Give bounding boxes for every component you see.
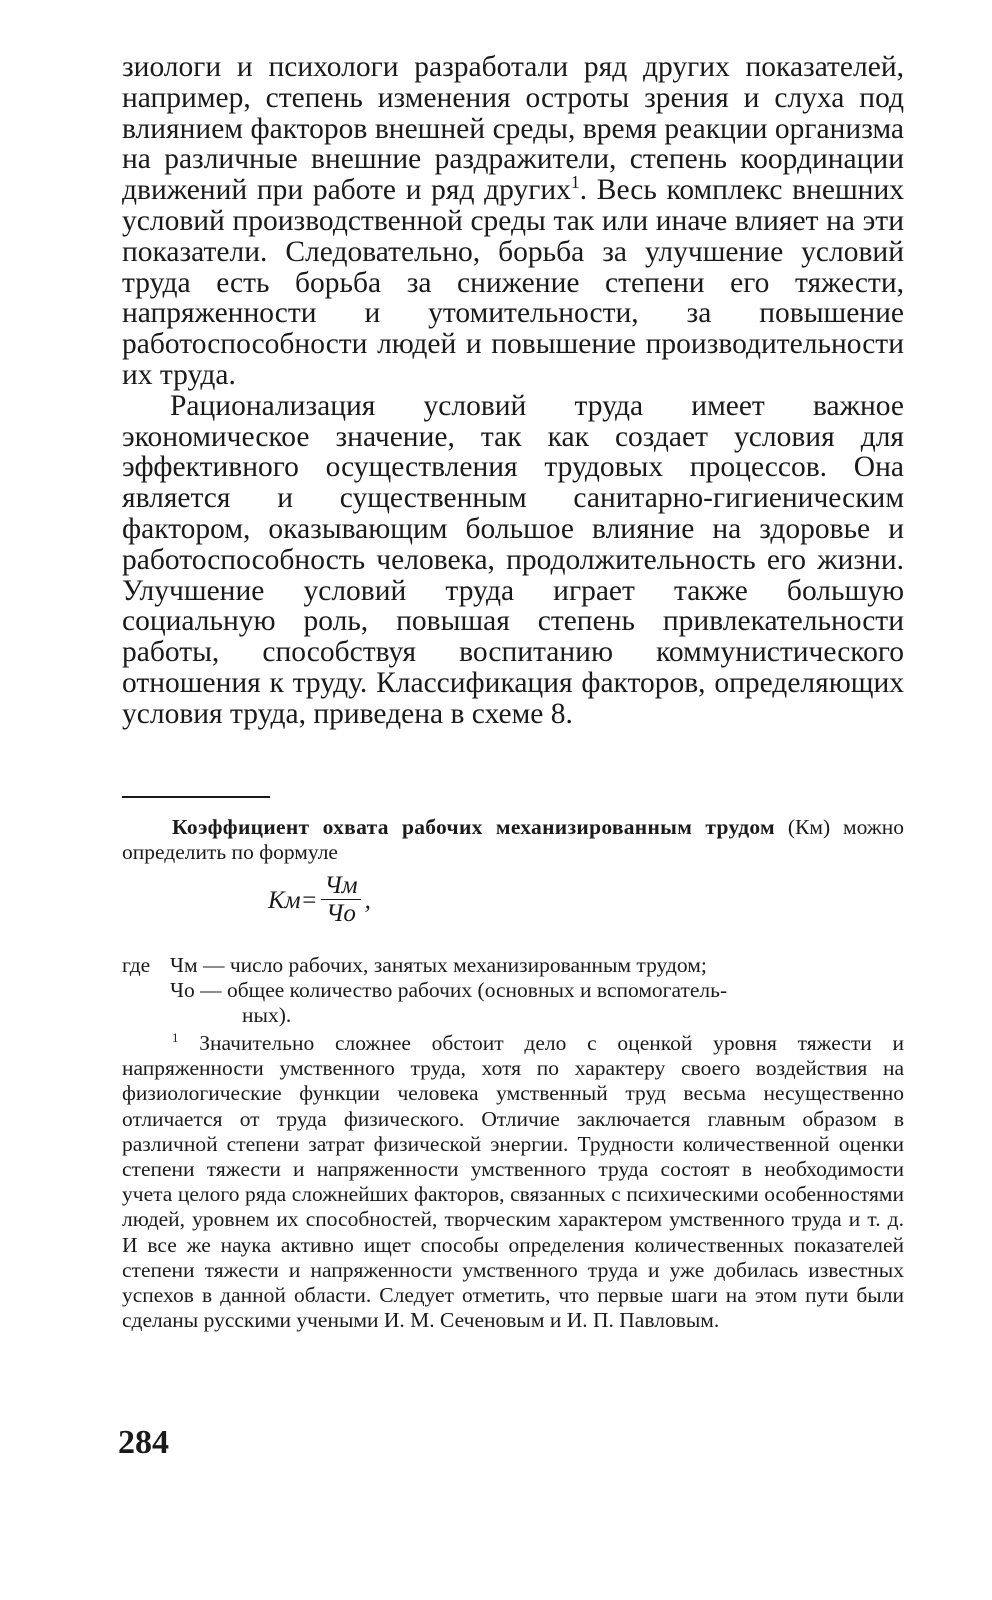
footnote-1-text: Значительно сложнее обстоит дело с оценкой уровня тяжести и напряженности умственного труда, хотя по характеру своего воздействия на физиологические функции человека умственный труд весьма несущественно отличается от труда физического. Отличие заключается главным образом в различной степени затрат физической энергии. Трудности количественной оценки степени тяжести и напряженности умственного труда состоят в необходимости учета целого ряда сложнейших факторов, связанных с психическими особенностями людей, уровнем их способностей, творческим характером умственного труда и т. д. И все же наука активно ищет способы определения количественных показателей степени тяжести и напряженности умственного труда и уже добилась известных успехов в данной области. Следует отметить, что первые шаги на этом пути были сделаны русскими учеными И. М. Сеченовым и И. П. Павловым.	[122, 1031, 905, 1333]
paragraph-1: зиологи и психологи разработали ряд других показателей, например, степень изменения остроты зрения и слуха под влиянием факторов внешней среды, время реакции организма на различные внешние раздражители, степень координации движений при работе и ряд других$^1$. Весь комплекс внешних условий производственной среды так или иначе влияет на эти показатели. Следовательно, борьба за улучшение условий труда есть борьба за снижение степени его тяжести, напряженности и утомительности, за повышение работоспособности людей и повышение производительности их труда.	[122, 51, 904, 391]
footnote-1-mark: 1	[172, 1030, 179, 1045]
definition-continuation: ных).	[242, 1003, 292, 1027]
footnote-divider	[122, 796, 270, 798]
footnote-bold-lead: Коэффициент охвата рабочих механизированным трудом	[172, 815, 775, 839]
formula	[268, 873, 371, 928]
formula-numerator: Чм	[321, 873, 360, 900]
formula-definitions	[122, 953, 904, 1028]
definition-row	[122, 953, 904, 978]
definition-mechanized: Чм — число рабочих, занятых механизированным трудом;	[170, 953, 707, 977]
paragraph-2: Рационализация условий труда имеет важное экономическое значение, так как создает условия для эффективного осуществления трудовых процессов. Она является и существенным санитарно-гигиеническим фактором, оказывающим большое влияние на здоровье и работоспособность человека, продолжительность его жизни. Улучшение условий труда играет также большую социальную роль, повышая степень привлекательности работы, способствуя воспитанию коммунистического отношения к труду. Классификация факторов, определяющих условия труда, приведена в схеме 8.	[122, 389, 904, 730]
where-word: где	[122, 953, 151, 977]
formula-lhs: Км	[268, 886, 301, 914]
formula-denominator: Чо	[326, 900, 356, 927]
page-number: 284	[118, 1424, 169, 1461]
footnote-coefficient	[122, 815, 904, 865]
formula-trailing-comma: ,	[364, 886, 371, 914]
definition-total: Чо — общее количество рабочих (основных и вспомогатель-	[170, 978, 728, 1002]
formula-equals: =	[300, 886, 318, 914]
main-text	[122, 52, 904, 730]
footnote-ref-1[interactable]: 1	[570, 172, 580, 193]
footnote-coefficient-text: (Км) можно определить по формуле	[122, 815, 904, 865]
formula-fraction	[321, 873, 360, 928]
definition-row	[122, 978, 904, 1003]
footnote-1	[122, 1031, 904, 1333]
